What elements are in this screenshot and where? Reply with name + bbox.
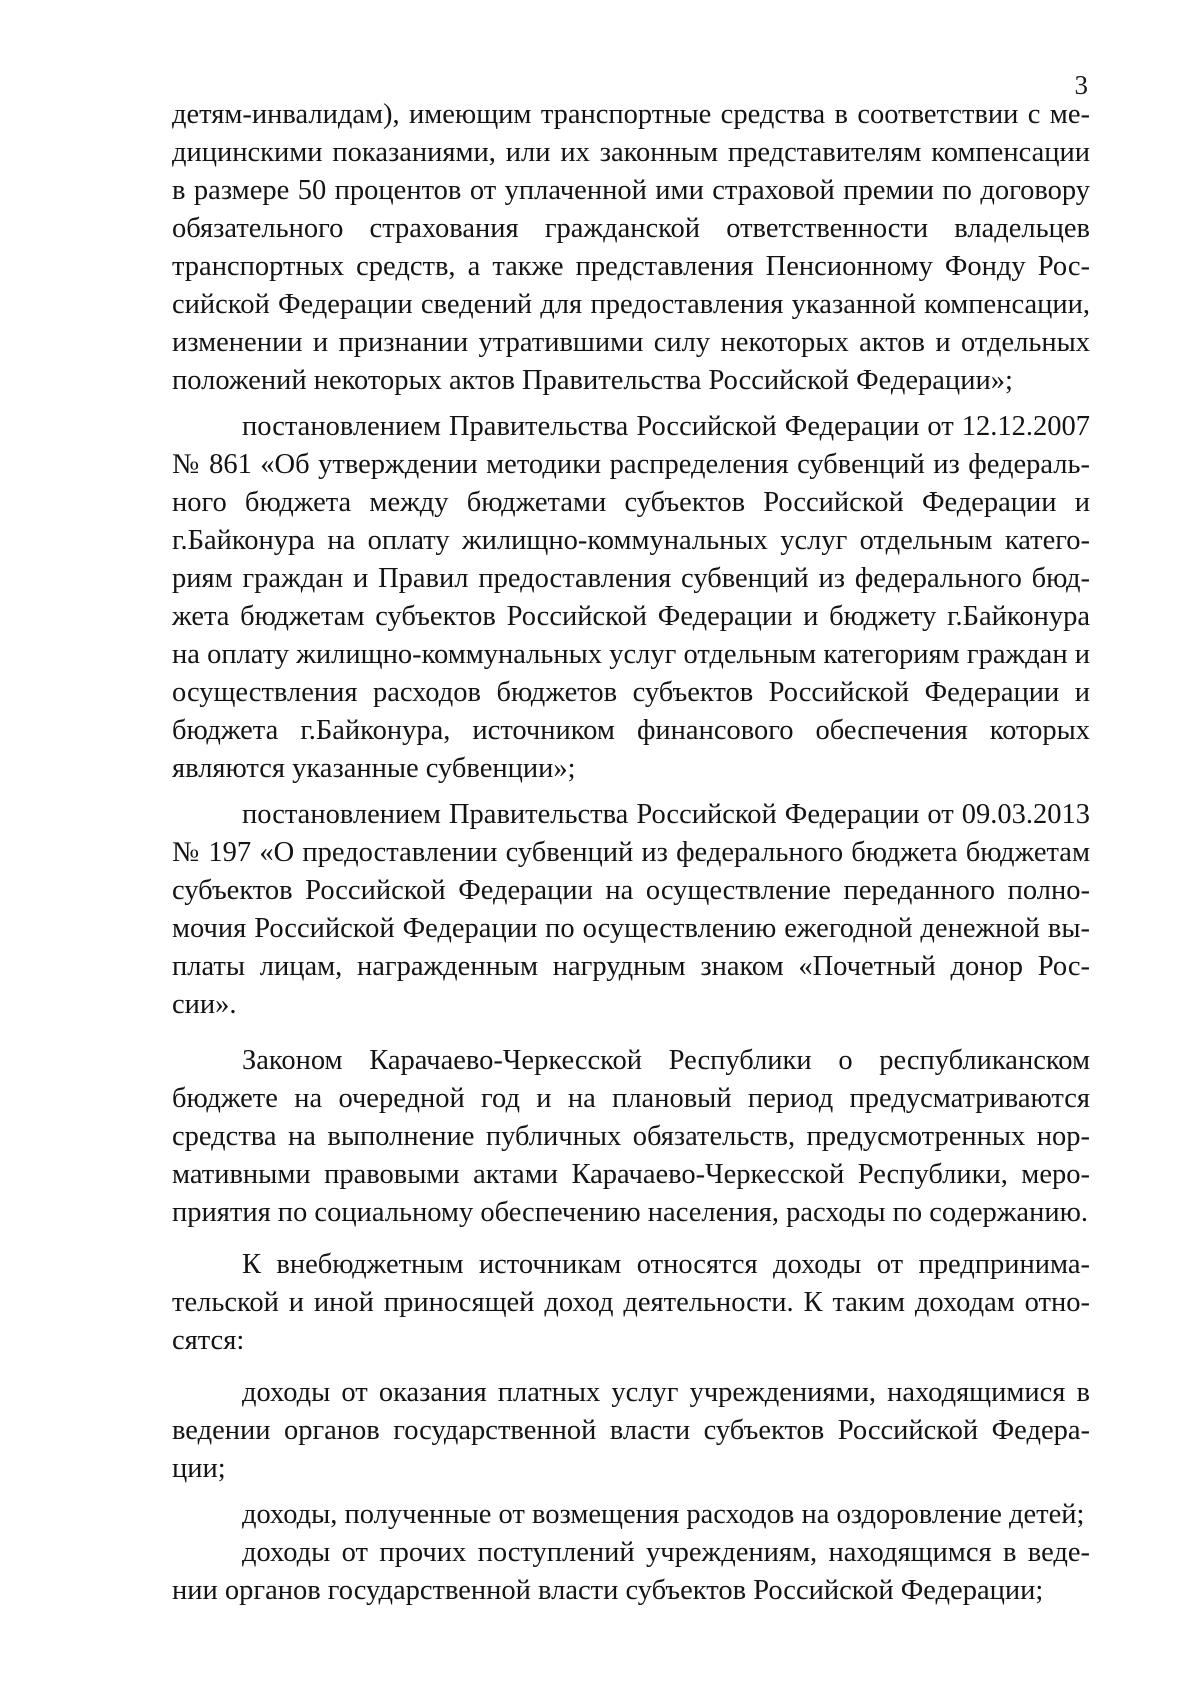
paragraph-continuation: детям-инвалидам), имеющим транспортные средства в соответствии с медицинскими показаниями, или их законным представителям компенсации в размере 50 процентов от уплаченной ими страховой премии по договору обязательного страхования гражданской ответственности владельцев транспортных средств, а также представления Пенсионному Фонду Российской Федерации сведений для предоставления указанной компенсации, изменении и признании утратившими силу некоторых актов и отдельных положений некоторых актов Правительства Российской Федерации»; (172, 99, 1090, 396)
paragraph-other-income: доходы от прочих поступлений учреждениям, находящимся в ведении органов государственной власти субъектов Российской Федерации; (172, 1537, 1090, 1606)
paragraph-extrabudgetary-sources: К внебюджетным источникам относятся доходы от предпринимательской и иной приносящей доход деятельности. К таким доходам относятся: (172, 1249, 1090, 1356)
document-body (172, 96, 1090, 1610)
paragraph-recreation-income: доходы, полученные от возмещения расходов на оздоровление детей; (242, 1499, 1085, 1530)
page-number: 3 (1074, 70, 1088, 100)
paragraph-paid-services-income: доходы от оказания платных услуг учреждениями, находящимися в ведении органов государственной власти субъектов Российской Федерации; (172, 1377, 1090, 1484)
paragraph-resolution-861: постановлением Правительства Российской Федерации от 12.12.2007 № 861 «Об утверждении методики распределения субвенций из федерального бюджета между бюджетами субъектов Российской Федерации и г.Байконура на оплату жилищно-коммунальных услуг отдельным категориям граждан и Правил предоставления субвенций из федерального бюджета бюджетам субъектов Российской Федерации и бюджету г.Байконура на оплату жилищно-коммунальных услуг отдельным категориям граждан и осуществления расходов бюджетов субъектов Российской Федерации и бюджета г.Байконура, источником финансового обеспечения которых являются указанные субвенции»; (172, 411, 1090, 784)
paragraph-resolution-197: постановлением Правительства Российской Федерации от 09.03.2013 № 197 «О предоставлении субвенций из федерального бюджета бюджетам субъектов Российской Федерации на осуществление переданного полномочия Российской Федерации по осуществлению ежегодной денежной выплаты лицам, награжденным нагрудным знаком «Почетный донор России». (172, 799, 1090, 1020)
paragraph-law-kchr: Законом Карачаево-Черкесской Республики о республиканском бюджете на очередной год и на плановый период предусматриваются средства на выполнение публичных обязательств, предусмотренных нормативными правовыми актами Карачаево-Черкесской Республики, мероприятия по социальному обеспечению населения, расходы по содержанию. (172, 1045, 1090, 1228)
